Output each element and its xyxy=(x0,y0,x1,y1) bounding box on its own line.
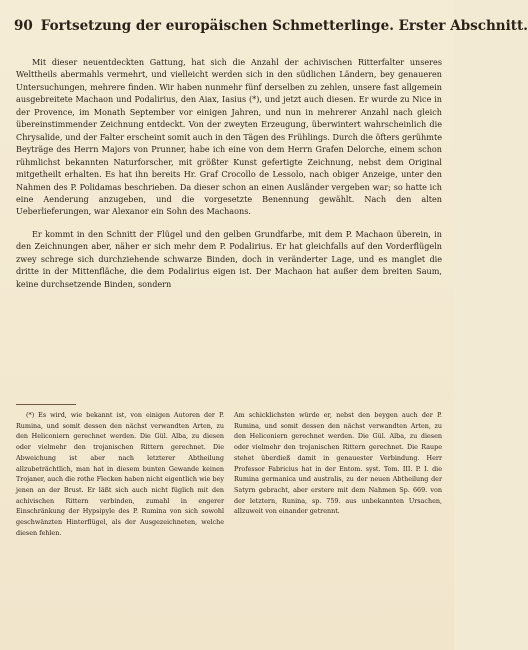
footnote-text-left: (*) Es wird, wie bekannt ist, von einigen Autoren der P. Rumina, und somit dessen den nächst verwandten Arten, zu den Heliconiern gerechnet werden. Die Gül. Alba, zu diesen oder vielmehr den trojanischen Rittern gerechnet. Die Abweichung ist aber nach letzterer Abtheilung allzubeträchtlich, man hat in diesem bunten Gewande keinen Trojaner, auch die rothe Flecken haben nicht eigentlich wie bey jenen an der Brust. Er läßt sich auch nicht füglich mit den achivischen Rittern verbinden, zumahl in engerer Einschränkung der Hypsipyle des P. Rumina von sich sowohl geschwänzten Hinterflügel, als der Ausgezeichneten, welche diesen fehlen. xyxy=(16,411,224,537)
footnote-text-right: Am schicklichsten würde er, nebst den beygen auch der P. Rumina, und somit dessen den nächst verwandten Arten, zu den Heliconiern gerechnet werden. Die Gül. Alba, zu diesen oder vielmehr den trojanischen Rittern gerechnet. Die Raupe stehet überdieß damit in genauester Verbindung. Herr Professor Fabricius hat in der Entom. syst. Tom. III. P. I. die Rumina germanica und australis, zu der neuen Abtheilung der Satyrn gebracht, aber erstere mit dem Nahmen Sp. 669. von der letztern, Runina, sp. 759. aus unbekannten Ursachen, allzuweit von einander getrennt. xyxy=(234,411,442,516)
page-header xyxy=(14,18,528,40)
running-title: Fortsetzung der europäischen Schmetterlinge. Erster Abschnitt. xyxy=(40,18,528,34)
page-number: 90 xyxy=(14,18,33,34)
footnote-divider xyxy=(16,404,76,405)
footnotes xyxy=(16,410,442,538)
footnote-column-left xyxy=(16,410,224,538)
paragraph-1: Mit dieser neuentdeckten Gattung, hat sich die Anzahl der achivischen Ritterfalter unseres Welttheils abermahls vermehrt, und vielleicht werden sich in den südlichen Ländern, bey genaueren Untersuchungen, mehrere finden. Wir haben nunmehr fünf derselben zu zehlen, unsere fast allgemein ausgebreitete Machaon und Podalirius, den Aiax, Iasius (*), und jetzt auch diesen. Er wurde zu Nice in der Provence, im Monath September vor einigen Jahren, und nun in mehrerer Anzahl nach gleich übereinstimmender Zeichnung entdeckt. Von der zweyten Erzeugung, überwintert wahrscheinlich die Chrysalide, und der Falter erscheint somit auch in den Tägen des Frühlings. Durch die öfters gerühmte Beyträge des Herrn Majors von Prunner, habe ich eine von dem Herrn Grafen Delorche, einem schon rühmlichst bekannten Naturforscher, mit größter Kunst gefertigte Zeichnung, nebst dem Original mitgetheilt erhalten. Es hat ihn bereits Hr. Graf Crocollo de Lessolo, nach obiger Anzeige, unter den Nahmen des P. Polidamas beschrieben. Da dieser schon an einen Ausländer vergeben war; so hatte ich eine Aenderung anzugeben, und die vorgesetzte Benennung gewählt. Nach den alten Ueberlieferungen, war Alexanor ein Sohn des Machaons. xyxy=(16,57,442,217)
paragraph-2: Er kommt in den Schnitt der Flügel und den gelben Grundfarbe, mit dem P. Machaon überein, in den Zeichnungen aber, näher er sich mehr dem P. Podalirius. Er hat gleichfalls auf den Vorderflügeln zwey schrege sich durchziehende schwarze Binden, doch in veränderter Lage, und es manglet die dritte in der Mittenfläche, die dem Podalirius eigen ist. Der Machaon hat außer dem breiten Saum, keine durchsetzende Binden, sondern xyxy=(16,228,442,289)
footnote-column-right xyxy=(234,410,442,538)
body-text xyxy=(16,56,442,290)
